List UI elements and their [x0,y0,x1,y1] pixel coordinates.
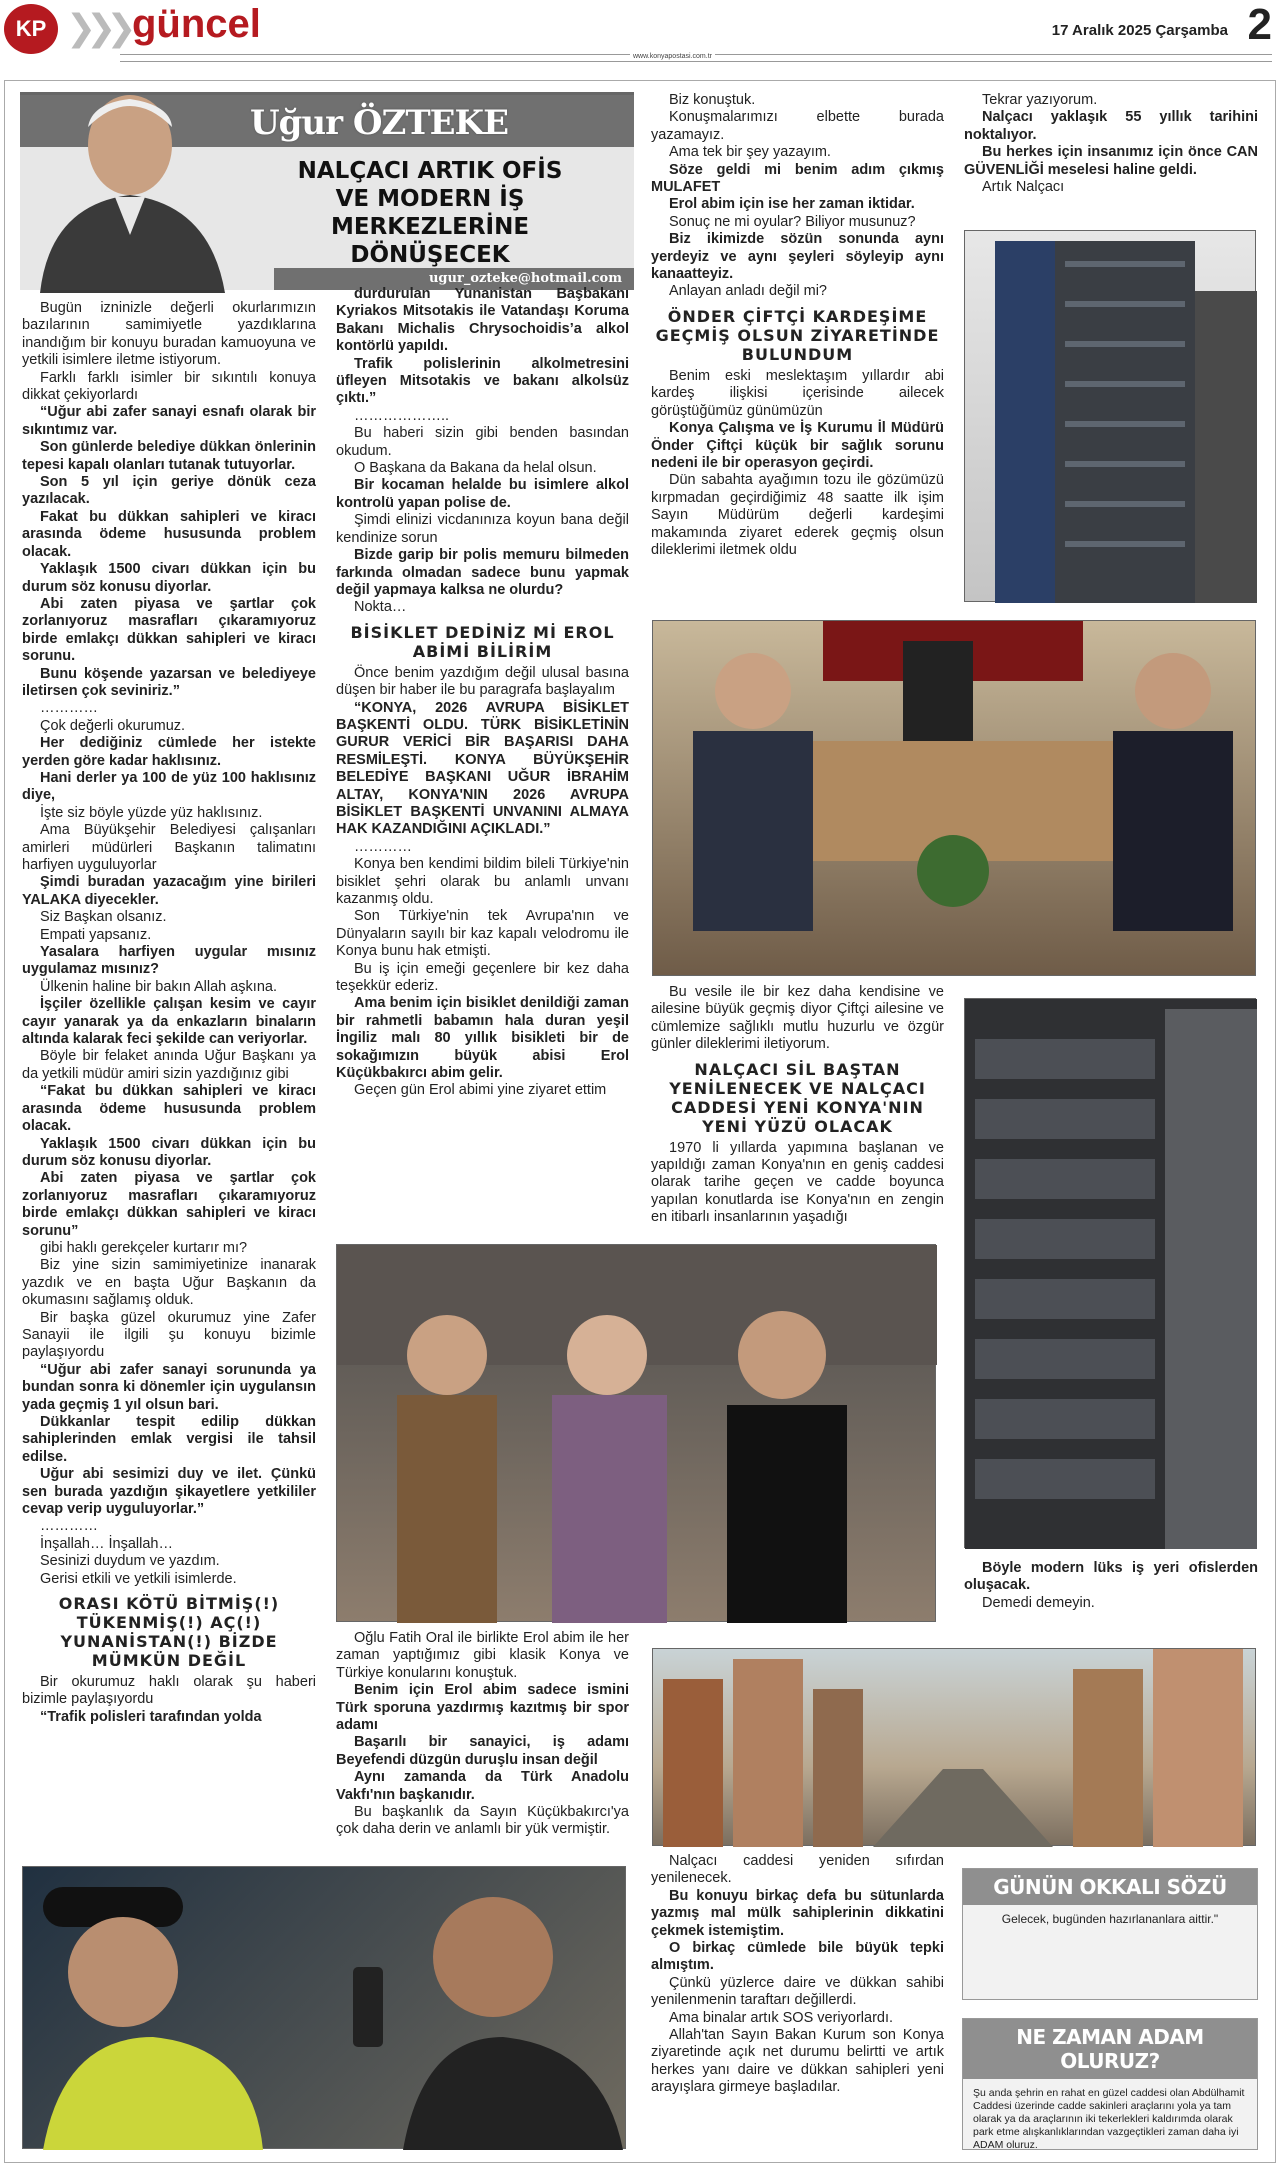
paragraph: Çünkü yüzlerce daire ve dükkan sahibi yenilenmenin taraftarı değillerdi. [651,1974,944,2009]
photo-modern-office-1 [964,230,1256,602]
street-photo-illustration [653,1649,1257,1847]
column-3-bottom [651,1853,944,2097]
bold-paragraph: Son günlerde belediye dükkan önlerinin tepesi kapalı olanları tutanak tutuyorlar. [22,439,316,473]
when-civil-box [962,2018,1258,2150]
quote-text: Gelecek, bugünden hazırlananlara aittir." [1001,1912,1219,1926]
paragraph: Ama tek bir şey yazayım. [669,144,831,161]
paragraph: Tekrar yazıyorum. [982,92,1098,108]
bold-paragraph: İşçiler özellikle çalışan kesim ve cayır cayır yanarak ya da enkazların binaların altında kalarak feci şekilde can veriyorlar. [22,996,316,1048]
bold-paragraph: Yaklaşık 1500 civarı dükkan için bu durum söz konusu diyorlar. [22,1135,316,1169]
paragraph: Dün sabahta ayağımın tozu ile gözümüzü kırpmadan geçirdiğimiz 48 saatte ilk işim Sayın Müdürüm değerli kardeşimi makamında ziyaret ederek geçmiş olsun dileklerimi iletmek oldu [651,472,944,558]
police-photo-illustration [23,1867,627,2150]
paragraph: Şimdi elinizi vicdanınıza koyun bana değil kendinize sorun [336,512,629,546]
paragraph: Bir okurumuz haklı olarak şu haberi bizimle paylaşıyordu [22,1674,316,1708]
author-name: Uğur ÖZTEKE [250,103,509,143]
paragraph: Çok değerli okurumuz. [40,717,186,734]
photo-police-breathalyzer [22,1866,626,2149]
paragraph: Benim eski meslektaşım yıllardır abi kardeş ilişkisi içerisinde ailecek görüştüğümüz günümüzün [651,367,944,419]
paragraph: Bugün izninizle değerli okurlarımızın bazılarının samimiyetle yazdıklarına inandığım bir konuyu buradan kamuoyuna ve yetkili isimlere iletme istiyorum. [22,300,316,369]
page-header [0,0,1280,58]
bold-paragraph: Böyle modern lüks iş yeri ofislerden oluşacak. [964,1560,1258,1594]
paragraph: Sesinizi duydum ve yazdım. [40,1553,220,1570]
bold-paragraph: Uğur abi sesimizi duy ve ilet. Çünkü sen burada yazdığın şikayetlere yetkililer cevap verip uyguluyorlar.” [22,1466,316,1518]
office-building-illustration [965,231,1257,603]
paragraph: Artık Nalçacı [982,179,1065,196]
website-url: www.konyapostasi.com.tr [630,53,715,60]
bold-paragraph: Nalçacı yaklaşık 55 yıllık tarihini noktalıyor. [964,109,1258,143]
newspaper-logo: KP [4,4,58,54]
subheading: BİSİKLET DEDİNİZ Mİ EROL ABİMİ BİLİRİM [350,622,615,661]
bold-paragraph: Şimdi buradan yazacağım yine birileri YALAKA diyecekler. [22,874,316,908]
column-2-bottom [336,1630,629,1839]
page-number: 2 [1247,0,1272,49]
author-box [20,92,634,290]
bold-paragraph: Başarılı bir sanayici, iş adamı Beyefendi düzgün duruşlu insan değil [336,1734,629,1768]
paragraph: Ama Büyükşehir Belediyesi çalışanları amirleri müdürleri Başkanın talimatını harfiyen uyguluyorlar [22,822,316,873]
bold-paragraph: “Uğur abi zafer sanayi esnafı olarak bir sıkıntımız var. [22,404,316,438]
civil-box-text: Şu anda şehrin en rahat en güzel caddesi olan Abdülhamit Caddesi üzerinde cadde sakinleri araçlarını yola ya tam olarak ya da araçlarının iki tekerlekleri kaldırımda olarak park etme alışkanlıklarından vazgeçtikleri zaman daha iyi ADAM oluruz. [973,2087,1245,2151]
paragraph: Siz Başkan olsanız. [40,909,167,926]
paragraph: ………… [40,1518,98,1535]
bold-paragraph: Aynı zamanda da Türk Anadolu Vakfı'nın başkanıdır. [336,1769,629,1803]
bold-paragraph: Erol abim için ise her zaman iktidar. [669,196,915,213]
column-1 [22,300,316,1726]
bold-paragraph: Bir kocaman helalde bu isimlere alkol kontrolü yapan polise de. [336,477,629,511]
bold-paragraph: Trafik polislerinin alkolmetresini üfleyen Mitsotakis ve bakanı alkolsüz çıktı.” [336,355,629,407]
paragraph: Son Türkiye'nin tek Avrupa'nın ve Dünyaların sayılı bir kaz kapalı velodromu ile Konya bunu hak etmişti. [336,908,629,960]
paragraph: Anlayan anladı değil mi? [669,283,827,300]
paragraph: Geçen gün Erol abimi yine ziyaret ettim [354,1082,607,1099]
author-email: ugur_ozteke@hotmail.com [274,268,634,290]
column-3-top [651,92,944,559]
bold-paragraph: Biz ikimizde sözün sonunda aynı yerdeyiz ve aynı şeyleri söyleyip aynı kanaatteyiz. [651,231,944,283]
subheading: NALÇACI SİL BAŞTAN YENİLENECEK VE NALÇACI CADDESİ YENİ KONYA'NIN YENİ YÜZÜ OLACAK [669,1059,926,1136]
paragraph: ………… [40,700,98,717]
paragraph: Bu haberi sizin gibi benden basından okudum. [336,425,629,459]
paragraph: Allah'tan Sayın Bakan Kurum son Konya ziyaretinde açık net durumu belirtti ve artık herkes yanı daire ve dükkan sahipleri yeni arayışlara girmeye başladılar. [651,2027,944,2096]
paragraph: Oğlu Fatih Oral ile birlikte Erol abim ile her zaman yaptığımız gibi klasik Konya ve Türkiye konularını konuştuk. [336,1630,629,1681]
column-4-bottom [964,1560,1258,1612]
paragraph: Ama binalar artık SOS veriyorlardı. [669,2009,894,2026]
subheading: ORASI KÖTÜ BİTMİŞ(!) TÜKENMİŞ(!) AÇ(!) YUNANİSTAN(!) BİZDE MÜMKÜN DEĞİL [58,1594,280,1671]
paragraph: Farklı farklı isimler bir sıkıntılı konuya dikkat çekiyorlardı [22,369,316,404]
bold-paragraph: Fakat bu dükkan sahipleri ve kiracı arasında ödeme hususunda problem olacak. [22,508,316,560]
bold-paragraph: Bu konuyu birkaç defa bu sütunlarda yazmış mal mülk sahiplerinin dikkatini çekmek istemiştim. [651,1887,944,1939]
quote-box-title: GÜNÜN OKKALI SÖZÜ [963,1869,1257,1905]
paragraph: İşte siz böyle yüzde yüz haklısınız. [40,804,263,821]
bold-paragraph: Hani derler ya 100 de yüz 100 haklısınız diye, [22,769,316,804]
paragraph: Bu iş için emeği geçenlere bir kez daha teşekkür ederiz. [336,960,629,995]
bold-paragraph: Son 5 yıl için geriye dönük ceza yazılacak. [22,474,316,508]
paragraph: O Başkana da Bakana da helal olsun. [354,460,597,477]
photo-onder-ciftci-visit [652,620,1256,976]
bold-paragraph: Bu herkes için insanımız için önce CAN GÜVENLİĞİ meselesi haline geldi. [964,144,1258,178]
glass-building-illustration [965,999,1257,1549]
paragraph: Empati yapsanız. [40,926,152,943]
group-photo-illustration [337,1245,937,1623]
bold-paragraph: Dükkanlar tespit edilip dükkan sahiplerinden emlak vergisi ile tahsil edilse. [22,1414,316,1465]
chevron-right-icon: ❯❯❯ [66,8,127,49]
bold-paragraph: “Uğur abi zafer sanayi sorununda ya bundan sonra ki dönemler için uygulansın yada geçmiş 1 yıl olsun bari. [22,1361,316,1413]
subheading: ÖNDER ÇİFTÇİ KARDEŞİME GEÇMİŞ OLSUN ZİYARETİNDE BULUNDUM [655,306,940,364]
bold-paragraph: “Fakat bu dükkan sahipleri ve kiracı arasında ödeme hususunda problem olacak. [22,1083,316,1135]
paragraph: Bu vesile ile bir kez daha kendisine ve ailesine büyük geçmiş diyor Çiftçi ailesine ve cümlemize sağlıklı mutlu huzurlu ve özgür günler dileklerimi iletiyorum. [651,984,944,1053]
photo-modern-office-2 [964,998,1256,1548]
civil-box-title: NE ZAMAN ADAM OLURUZ? [963,2019,1257,2079]
paragraph: ……………….. [354,407,450,424]
paragraph: Konuşmalarımızı elbette burada yazamayız. [651,109,944,143]
bold-paragraph: O birkaç cümlede bile büyük tepki almıştım. [651,1940,944,1974]
photo-nalcaci-street [652,1648,1256,1846]
bold-paragraph: Ama benim için bisiklet denildiği zaman bir rahmetli babamın hala duran yeşil İngiliz malı 80 yıllık bisikleti bir de sokağımızın büyük abisi Erol Küçükbakırcı abim gelir. [336,995,629,1082]
paragraph: Önce benim yazdığım değil ulusal basına düşen bir haber ile bu paragrafa başlayalım [336,664,629,699]
issue-date: 17 Aralık 2025 Çarşamba [1051,22,1228,39]
paragraph: Biz yine sizin samimiyetinize inanarak yazdık ve en başta Uğur Başkanın da okumasını sağlamış olduk. [22,1257,316,1309]
column-3-middle [651,984,944,1227]
bold-paragraph: Söze geldi mi benim adım çıkmış MULAFET [651,161,944,196]
paragraph: Nalçacı caddesi yeniden sıfırdan yenilenecek. [651,1853,944,1887]
photo-visit-erol [336,1244,936,1622]
article-headline: NALÇACI ARTIK OFİS VE MODERN İŞ MERKEZLERİNE DÖNÜŞECEK [297,158,563,268]
bold-paragraph: Konya Çalışma ve İş Kurumu İl Müdürü Önder Çiftçi küçük bir sağlık sorunu nedeni ile bir operasyon geçirdi. [651,420,944,471]
paragraph: Sonuç ne mi oyular? Biliyor musunuz? [669,213,916,230]
bold-paragraph: “KONYA, 2026 AVRUPA BİSİKLET BAŞKENTİ OLDU. TÜRK BİSİKLETİNİN GURUR VERİCİ BİR BAŞARISI DAHA RESMİLEŞTİ. KONYA BÜYÜKŞEHİR BELEDİYE BAŞKANI UĞUR İBRAHİM ALTAY, KONYA'NIN 2026 AVRUPA BİSİKLET BAŞKENTİ UNVANINI ALMAYA HAK KAZANDIĞINI AÇIKLADI.” [336,699,629,838]
paragraph: 1970 li yıllarda yapımına başlanan ve yapıldığı zaman Konya'nın en geniş caddesi olarak tarihe geçen ve cadde boyunca yapılan konutlarda ise Konya'nın en zengin en itibarlı insanlarının yaşadığı [651,1139,944,1226]
paragraph: Konya ben kendimi bildim bileli Türkiye'nin bisiklet şehri olarak bu anlamlı unvanı kazanmış oldu. [336,856,629,907]
bold-paragraph: Benim için Erol abim sadece ismini Türk sporuna yazdırmış kazıtmış bir spor adamı [336,1682,629,1734]
paragraph: Biz konuştuk. [669,92,756,108]
paragraph: Demedi demeyin. [982,1594,1095,1611]
quote-of-day-box [962,1868,1258,2000]
paragraph: Bu başkanlık da Sayın Küçükbakırcı'ya çok daha derin ve anlamlı bir yük vermiştir. [336,1804,629,1838]
bold-paragraph: Abi zaten piyasa ve şartlar çok zorlanıyoruz masrafları çıkaramıyoruz birde emlakçı dükkan sahipleri ve kiracı sorunu” [22,1170,316,1239]
office-photo-illustration [653,621,1257,977]
column-4-top [964,92,1258,196]
paragraph: Nokta… [354,599,407,616]
bold-paragraph: Abi zaten piyasa ve şartlar çok zorlanıyoruz masrafları çıkaramıyoruz birde emlakçı dükkan sahipleri ve kiracı sorunu. [22,595,316,665]
bold-paragraph: Bunu köşende yazarsan ve belediyeye iletirsen çok seviniriz.” [22,665,316,699]
paragraph: gibi haklı gerekçeler kurtarır mı? [40,1239,248,1256]
paragraph: Gerisi etkili ve yetkili isimlerde. [40,1570,237,1587]
bold-paragraph: Her dediğiniz cümlede her istekte yerden göre kadar haklısınız. [22,735,316,769]
bold-paragraph: durdurulan Yunanistan Başbakanı Kyriakos Mitsotakis ile Vatandaşı Koruma Bakanı Michalis Chrysochoidis’a alkol kontörlü yapıldı. [336,286,629,355]
bold-paragraph: Bizde garip bir polis memuru bilmeden farkında olmadan sadece bunu yapmak değil yapmaya kalksa ne olurdu? [336,547,629,598]
bold-paragraph: “Trafik polisleri tarafından yolda [40,1708,262,1725]
paragraph: Bir başka güzel okurumuz yine Zafer Sanayii ile ilgili şu konuyu bizimle paylaşıyordu [22,1309,316,1361]
paragraph: Ülkenin haline bir bakın Allah aşkına. [40,978,277,995]
paragraph: İnşallah… İnşallah… [40,1535,173,1552]
column-2-top [336,286,629,1100]
bold-paragraph: Yasalara harfiyen uygular mısınız uygulamaz mısınız? [22,944,316,978]
section-title: güncel [132,2,261,46]
author-photo [20,65,240,293]
paragraph: Böyle bir felaket anında Uğur Başkanı ya da yetkili müdür amiri sizin yazdığınız gibi [22,1048,316,1082]
paragraph: ………… [354,838,412,855]
bold-paragraph: Yaklaşık 1500 civarı dükkan için bu durum söz konusu diyorlar. [22,561,316,595]
